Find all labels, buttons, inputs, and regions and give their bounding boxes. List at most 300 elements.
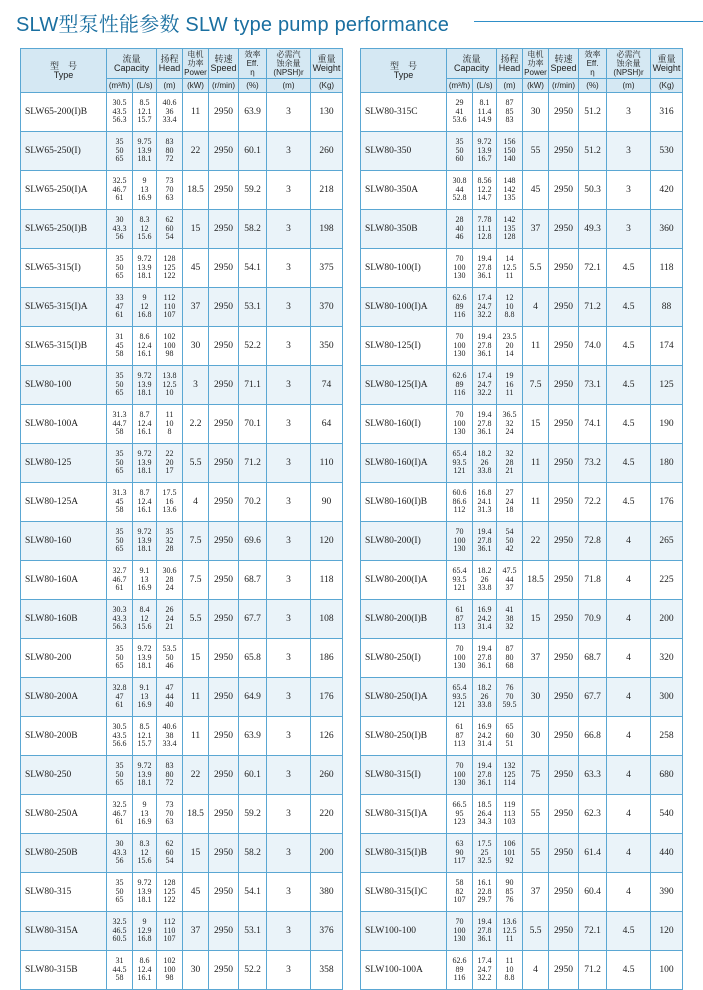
table-row: [361, 834, 683, 873]
cell-npsh: 3: [267, 717, 311, 756]
cell-capacity-ls: [473, 522, 497, 561]
cell-speed: 2950: [549, 600, 579, 639]
cell-eff: 58.2: [239, 210, 267, 249]
cell-head: [497, 93, 523, 132]
cell-capacity-ls-value: 19.4: [477, 917, 492, 927]
cell-power: 11: [523, 327, 549, 366]
cell-capacity-ls: [473, 834, 497, 873]
cell-npsh: 3: [607, 93, 651, 132]
cell-head: [497, 600, 523, 639]
cell-head-value: 17.5: [162, 488, 177, 498]
cell-capacity-m3h-value: 90: [455, 847, 464, 857]
cell-head: [157, 717, 183, 756]
cell-capacity-m3h-value: 31: [115, 956, 124, 966]
cell-speed: 2950: [209, 600, 239, 639]
cell-capacity-ls-value: 16.8: [477, 488, 492, 498]
header-unit-weight: (Kg): [651, 79, 683, 93]
cell-power: 15: [183, 210, 209, 249]
cell-speed: 2950: [549, 873, 579, 912]
cell-capacity-ls-value: 9.72: [137, 878, 152, 888]
table-row: [21, 834, 343, 873]
cell-head-value: 142: [503, 215, 516, 225]
cell-head-value: 36.5: [502, 410, 517, 420]
cell-weight: 88: [651, 288, 683, 327]
header-unit-m3h: (m³/h): [447, 79, 473, 93]
cell-head-value: 156: [503, 137, 516, 147]
cell-eff: 67.7: [239, 600, 267, 639]
cell-capacity-ls: [473, 93, 497, 132]
cell-capacity-m3h: [107, 327, 133, 366]
cell-head-value: 8.8: [504, 973, 515, 983]
cell-power: 15: [183, 639, 209, 678]
cell-eff: 54.1: [239, 873, 267, 912]
cell-capacity-ls-value: 13.9: [137, 457, 152, 467]
cell-eff: 70.9: [579, 600, 607, 639]
cell-capacity-ls-value: 9: [142, 917, 147, 927]
cell-capacity-ls-value: 19.4: [477, 761, 492, 771]
cell-power: 5.5: [183, 444, 209, 483]
cell-power: 15: [183, 834, 209, 873]
cell-eff: 49.3: [579, 210, 607, 249]
cell-head-value: 54: [505, 527, 514, 537]
cell-capacity-ls-value: 27.8: [477, 262, 492, 272]
cell-power: 18.5: [183, 795, 209, 834]
cell-capacity-ls-value: 18.1: [137, 154, 152, 164]
cell-capacity-m3h-value: 70: [455, 761, 464, 771]
table-row: [21, 93, 343, 132]
cell-head-value: 32: [505, 449, 514, 459]
cell-capacity-ls-value: 26.4: [477, 808, 492, 818]
cell-capacity-ls-value: 12.4: [137, 496, 152, 506]
cell-head-value: 65: [505, 722, 514, 732]
cell-capacity-ls-value: 8.6: [139, 956, 150, 966]
cell-head: [157, 951, 183, 990]
cell-power: 45: [183, 873, 209, 912]
cell-capacity-m3h-value: 123: [453, 817, 466, 827]
cell-eff: 52.2: [239, 327, 267, 366]
cell-power: 45: [523, 171, 549, 210]
cell-capacity-ls-value: 22.8: [477, 886, 492, 896]
cell-capacity-m3h-value: 35: [115, 449, 124, 459]
cell-head-value: 12.5: [162, 379, 177, 389]
cell-head-value: 11: [505, 956, 514, 966]
cell-capacity-m3h-value: 70: [455, 917, 464, 927]
cell-capacity-ls-value: 13.9: [477, 145, 492, 155]
cell-head-value: 148: [503, 176, 516, 186]
cell-capacity-ls-value: 16.1: [137, 973, 152, 983]
cell-head: [157, 444, 183, 483]
cell-capacity-m3h-value: 56.6: [112, 739, 127, 749]
cell-power: 55: [523, 795, 549, 834]
cell-capacity-m3h-value: 116: [453, 310, 466, 320]
table-row: [361, 483, 683, 522]
cell-capacity-m3h: [107, 951, 133, 990]
cell-type: SLW80-315(I)A: [361, 795, 447, 834]
cell-speed: 2950: [549, 483, 579, 522]
table-row: [21, 561, 343, 600]
cell-capacity-ls: [473, 600, 497, 639]
cell-type: SLW80-250(I)B: [361, 717, 447, 756]
cell-npsh: 3: [267, 405, 311, 444]
cell-capacity-m3h-value: 130: [453, 934, 466, 944]
cell-type: SLW80-250(I): [361, 639, 447, 678]
cell-head-value: 122: [163, 895, 176, 905]
cell-weight: 380: [311, 873, 343, 912]
header-unit-head: (m): [157, 79, 183, 93]
cell-capacity-m3h-value: 58: [455, 878, 464, 888]
cell-weight: 190: [651, 405, 683, 444]
cell-type: SLW65-250(I): [21, 132, 107, 171]
cell-capacity-ls-value: 18.2: [477, 683, 492, 693]
cell-npsh: 3: [607, 132, 651, 171]
cell-weight: 350: [311, 327, 343, 366]
cell-speed: 2950: [209, 288, 239, 327]
cell-capacity-m3h-value: 70: [455, 332, 464, 342]
cell-npsh: 4: [607, 795, 651, 834]
cell-npsh: 3: [267, 912, 311, 951]
cell-capacity-ls: [133, 717, 157, 756]
cell-capacity-m3h-value: 46.5: [112, 925, 127, 935]
cell-speed: 2950: [209, 366, 239, 405]
cell-head: [157, 834, 183, 873]
header-power: 电机 功率 Power: [524, 50, 547, 77]
cell-capacity-m3h: [107, 522, 133, 561]
cell-capacity-m3h-value: 28: [455, 215, 464, 225]
cell-head: [157, 639, 183, 678]
cell-capacity-ls-value: 19.4: [477, 527, 492, 537]
cell-capacity-m3h-value: 35: [115, 878, 124, 888]
cell-capacity-ls-value: 27.8: [477, 925, 492, 935]
cell-capacity-m3h: [107, 834, 133, 873]
cell-head: [157, 405, 183, 444]
table-row: [21, 639, 343, 678]
cell-head-value: 83: [165, 761, 174, 771]
cell-eff: 61.4: [579, 834, 607, 873]
cell-speed: 2950: [209, 327, 239, 366]
cell-capacity-ls-value: 16.9: [477, 722, 492, 732]
cell-weight: 174: [651, 327, 683, 366]
cell-capacity-ls: [473, 951, 497, 990]
cell-npsh: 3: [267, 600, 311, 639]
cell-weight: 118: [311, 561, 343, 600]
cell-type: SLW80-160(I)A: [361, 444, 447, 483]
cell-weight: 390: [651, 873, 683, 912]
cell-head-value: 40.6: [162, 722, 177, 732]
cell-speed: 2950: [209, 483, 239, 522]
header-npsh: 必需汽 蚀余量 (NPSH)r: [267, 49, 311, 79]
cell-capacity-m3h-value: 50: [115, 886, 124, 896]
cell-head-value: 24: [505, 427, 514, 437]
cell-power: 30: [523, 93, 549, 132]
cell-capacity-ls-value: 18.1: [137, 388, 152, 398]
cell-head-value: 125: [163, 886, 176, 896]
cell-capacity-ls-value: 13.9: [137, 652, 152, 662]
cell-eff: 54.1: [239, 249, 267, 288]
cell-capacity-m3h: [107, 483, 133, 522]
cell-head-value: 13.6: [162, 505, 177, 515]
table-row: [361, 717, 683, 756]
cell-head-value: 40: [165, 700, 174, 710]
cell-type: SLW80-100A: [21, 405, 107, 444]
cell-capacity-m3h-value: 130: [453, 271, 466, 281]
cell-head: [497, 756, 523, 795]
table-row: [361, 405, 683, 444]
cell-capacity-m3h: [447, 600, 473, 639]
cell-capacity-ls-value: 24.7: [477, 379, 492, 389]
cell-weight: 370: [311, 288, 343, 327]
cell-speed: 2950: [549, 405, 579, 444]
cell-capacity-m3h-value: 43.5: [112, 106, 127, 116]
cell-capacity-ls-value: 27.8: [477, 652, 492, 662]
header-speed: 转速 Speed: [549, 49, 579, 79]
cell-head: [497, 951, 523, 990]
cell-capacity-m3h-value: 30: [115, 839, 124, 849]
cell-type: SLW80-125: [21, 444, 107, 483]
cell-capacity-ls: [133, 132, 157, 171]
cell-head-value: 46: [165, 661, 174, 671]
cell-weight: 186: [311, 639, 343, 678]
cell-weight: 118: [651, 249, 683, 288]
cell-capacity-m3h: [107, 210, 133, 249]
cell-power: 5.5: [183, 600, 209, 639]
cell-eff: 71.2: [579, 951, 607, 990]
cell-capacity-m3h-value: 43.3: [112, 847, 127, 857]
cell-capacity-m3h-value: 130: [453, 427, 466, 437]
cell-capacity-ls-value: 19.4: [477, 254, 492, 264]
cell-head: [497, 912, 523, 951]
cell-capacity-m3h-value: 41: [455, 106, 464, 116]
cell-capacity-m3h-value: 33: [115, 293, 124, 303]
cell-npsh: 3: [267, 249, 311, 288]
cell-speed: 2950: [549, 249, 579, 288]
cell-speed: 2950: [549, 834, 579, 873]
cell-capacity-m3h-value: 89: [455, 964, 464, 974]
cell-eff: 69.6: [239, 522, 267, 561]
cell-head-value: 102: [163, 332, 176, 342]
cell-head-value: 14: [505, 349, 514, 359]
cell-capacity-m3h-value: 31.3: [112, 410, 127, 420]
cell-capacity-ls: [133, 756, 157, 795]
cell-type: SLW80-315(I)C: [361, 873, 447, 912]
cell-weight: 265: [651, 522, 683, 561]
cell-head-value: 40.6: [162, 98, 177, 108]
cell-capacity-ls-value: 15.6: [137, 232, 152, 242]
cell-npsh: 4.5: [607, 483, 651, 522]
cell-capacity-ls-value: 27.8: [477, 535, 492, 545]
cell-weight: 376: [311, 912, 343, 951]
table-row: [21, 912, 343, 951]
cell-head: [497, 405, 523, 444]
cell-capacity-m3h-value: 65: [115, 544, 124, 554]
cell-eff: 50.3: [579, 171, 607, 210]
cell-capacity-m3h-value: 32.7: [112, 566, 127, 576]
cell-head-value: 80: [165, 145, 174, 155]
cell-capacity-ls-value: 8.5: [139, 722, 150, 732]
cell-capacity-m3h-value: 46.7: [112, 184, 127, 194]
cell-capacity-ls-value: 8.4: [139, 605, 150, 615]
cell-capacity-ls: [473, 483, 497, 522]
cell-capacity-ls-value: 9: [142, 176, 147, 186]
cell-head-value: 13.8: [162, 371, 177, 381]
cell-capacity-m3h-value: 61: [455, 605, 464, 615]
cell-capacity-m3h-value: 45: [115, 340, 124, 350]
cell-speed: 2950: [549, 795, 579, 834]
cell-type: SLW80-350: [361, 132, 447, 171]
cell-eff: 67.7: [579, 678, 607, 717]
cell-capacity-m3h-value: 50: [455, 145, 464, 155]
cell-head: [497, 444, 523, 483]
cell-capacity-ls: [473, 249, 497, 288]
cell-speed: 2950: [549, 327, 579, 366]
cell-head-value: 70: [505, 691, 514, 701]
cell-capacity-ls-value: 8.6: [139, 332, 150, 342]
cell-capacity-ls-value: 16.1: [137, 505, 152, 515]
cell-capacity-ls-value: 18.1: [137, 544, 152, 554]
cell-type: SLW80-250(I)A: [361, 678, 447, 717]
header-unit-ls: (L/s): [133, 79, 157, 93]
cell-weight: 125: [651, 366, 683, 405]
cell-head: [157, 600, 183, 639]
cell-capacity-ls: [473, 756, 497, 795]
cell-eff: 62.3: [579, 795, 607, 834]
cell-capacity-ls-value: 24.2: [477, 613, 492, 623]
cell-eff: 73.2: [579, 444, 607, 483]
cell-head-value: 150: [503, 145, 516, 155]
cell-capacity-m3h-value: 65.4: [452, 566, 467, 576]
cell-capacity-ls-value: 31.4: [477, 739, 492, 749]
cell-capacity-m3h-value: 65: [115, 466, 124, 476]
cell-head-value: 63: [165, 817, 174, 827]
cell-speed: 2950: [549, 444, 579, 483]
table-row: [21, 717, 343, 756]
cell-type: SLW80-160(I)B: [361, 483, 447, 522]
cell-capacity-ls-value: 12.4: [137, 964, 152, 974]
cell-capacity-ls: [473, 171, 497, 210]
table-row: [361, 93, 683, 132]
cell-capacity-ls-value: 31.3: [477, 505, 492, 515]
cell-head-value: 122: [163, 271, 176, 281]
table-row: [361, 288, 683, 327]
cell-head-value: 114: [503, 778, 516, 788]
cell-capacity-m3h-value: 70: [455, 644, 464, 654]
cell-speed: 2950: [549, 717, 579, 756]
cell-weight: 540: [651, 795, 683, 834]
cell-capacity-m3h-value: 130: [453, 349, 466, 359]
cell-head-value: 18: [505, 505, 514, 515]
cell-capacity-m3h-value: 100: [453, 652, 466, 662]
cell-capacity-ls-value: 16.7: [477, 154, 492, 164]
cell-weight: 100: [651, 951, 683, 990]
cell-power: 15: [523, 405, 549, 444]
cell-head-value: 85: [505, 886, 514, 896]
cell-capacity-ls: [473, 795, 497, 834]
cell-speed: 2950: [209, 951, 239, 990]
cell-head-value: 87: [505, 644, 514, 654]
cell-head: [157, 171, 183, 210]
cell-head-value: 26: [165, 605, 174, 615]
cell-eff: 60.1: [239, 756, 267, 795]
cell-capacity-m3h-value: 46: [455, 232, 464, 242]
cell-capacity-ls-value: 36.1: [477, 934, 492, 944]
cell-capacity-ls: [133, 288, 157, 327]
cell-capacity-ls: [133, 93, 157, 132]
cell-type: SLW80-160A: [21, 561, 107, 600]
cell-weight: 258: [651, 717, 683, 756]
cell-capacity-ls-value: 24.2: [477, 730, 492, 740]
cell-capacity-m3h: [107, 600, 133, 639]
cell-capacity-m3h: [447, 561, 473, 600]
cell-capacity-m3h: [447, 834, 473, 873]
cell-capacity-ls: [473, 210, 497, 249]
cell-capacity-ls: [133, 561, 157, 600]
cell-capacity-ls-value: 15.6: [137, 856, 152, 866]
table-row: [361, 873, 683, 912]
cell-capacity-m3h: [447, 327, 473, 366]
cell-head-value: 54: [165, 856, 174, 866]
cell-capacity-ls-value: 13.9: [137, 769, 152, 779]
cell-capacity-m3h-value: 32.5: [112, 176, 127, 186]
cell-capacity-m3h-value: 43.3: [112, 613, 127, 623]
cell-capacity-ls-value: 8.7: [139, 410, 150, 420]
cell-head-value: 100: [163, 340, 176, 350]
cell-head: [497, 522, 523, 561]
cell-speed: 2950: [209, 93, 239, 132]
cell-eff: 70.1: [239, 405, 267, 444]
cell-capacity-m3h-value: 100: [453, 262, 466, 272]
cell-head-value: 42: [505, 544, 514, 554]
cell-capacity-m3h-value: 121: [453, 583, 466, 593]
cell-speed: 2950: [209, 912, 239, 951]
cell-capacity-m3h-value: 58: [115, 973, 124, 983]
cell-capacity-m3h: [447, 795, 473, 834]
cell-npsh: 4.5: [607, 288, 651, 327]
cell-capacity-m3h-value: 43.3: [112, 223, 127, 233]
cell-capacity-m3h-value: 56.3: [112, 622, 127, 632]
cell-head-value: 36: [165, 106, 174, 116]
cell-head-value: 16: [505, 379, 514, 389]
cell-capacity-m3h-value: 65: [115, 154, 124, 164]
cell-head: [497, 210, 523, 249]
cell-speed: 2950: [549, 93, 579, 132]
cell-npsh: 3: [267, 756, 311, 795]
cell-capacity-ls-value: 12.2: [477, 184, 492, 194]
cell-capacity-m3h-value: 112: [453, 505, 466, 515]
cell-capacity-ls-value: 16.9: [137, 193, 152, 203]
cell-capacity-ls-value: 18.1: [137, 895, 152, 905]
cell-head-value: 47.5: [502, 566, 517, 576]
table-row: [361, 522, 683, 561]
cell-speed: 2950: [549, 639, 579, 678]
cell-capacity-ls-value: 13.9: [137, 262, 152, 272]
cell-capacity-m3h-value: 70: [455, 254, 464, 264]
cell-head-value: 10: [505, 301, 514, 311]
cell-head: [497, 639, 523, 678]
cell-capacity-m3h-value: 40: [455, 223, 464, 233]
cell-capacity-m3h-value: 58: [115, 427, 124, 437]
cell-npsh: 3: [267, 795, 311, 834]
cell-head-value: 12.5: [502, 925, 517, 935]
cell-capacity-m3h-value: 116: [453, 973, 466, 983]
table-row: [361, 327, 683, 366]
cell-head-value: 101: [503, 847, 516, 857]
cell-capacity-m3h-value: 65.4: [452, 449, 467, 459]
cell-power: 18.5: [523, 561, 549, 600]
cell-npsh: 4.5: [607, 912, 651, 951]
cell-capacity-ls: [473, 405, 497, 444]
cell-power: 11: [183, 717, 209, 756]
cell-head-value: 128: [163, 878, 176, 888]
cell-type: SLW80-160B: [21, 600, 107, 639]
